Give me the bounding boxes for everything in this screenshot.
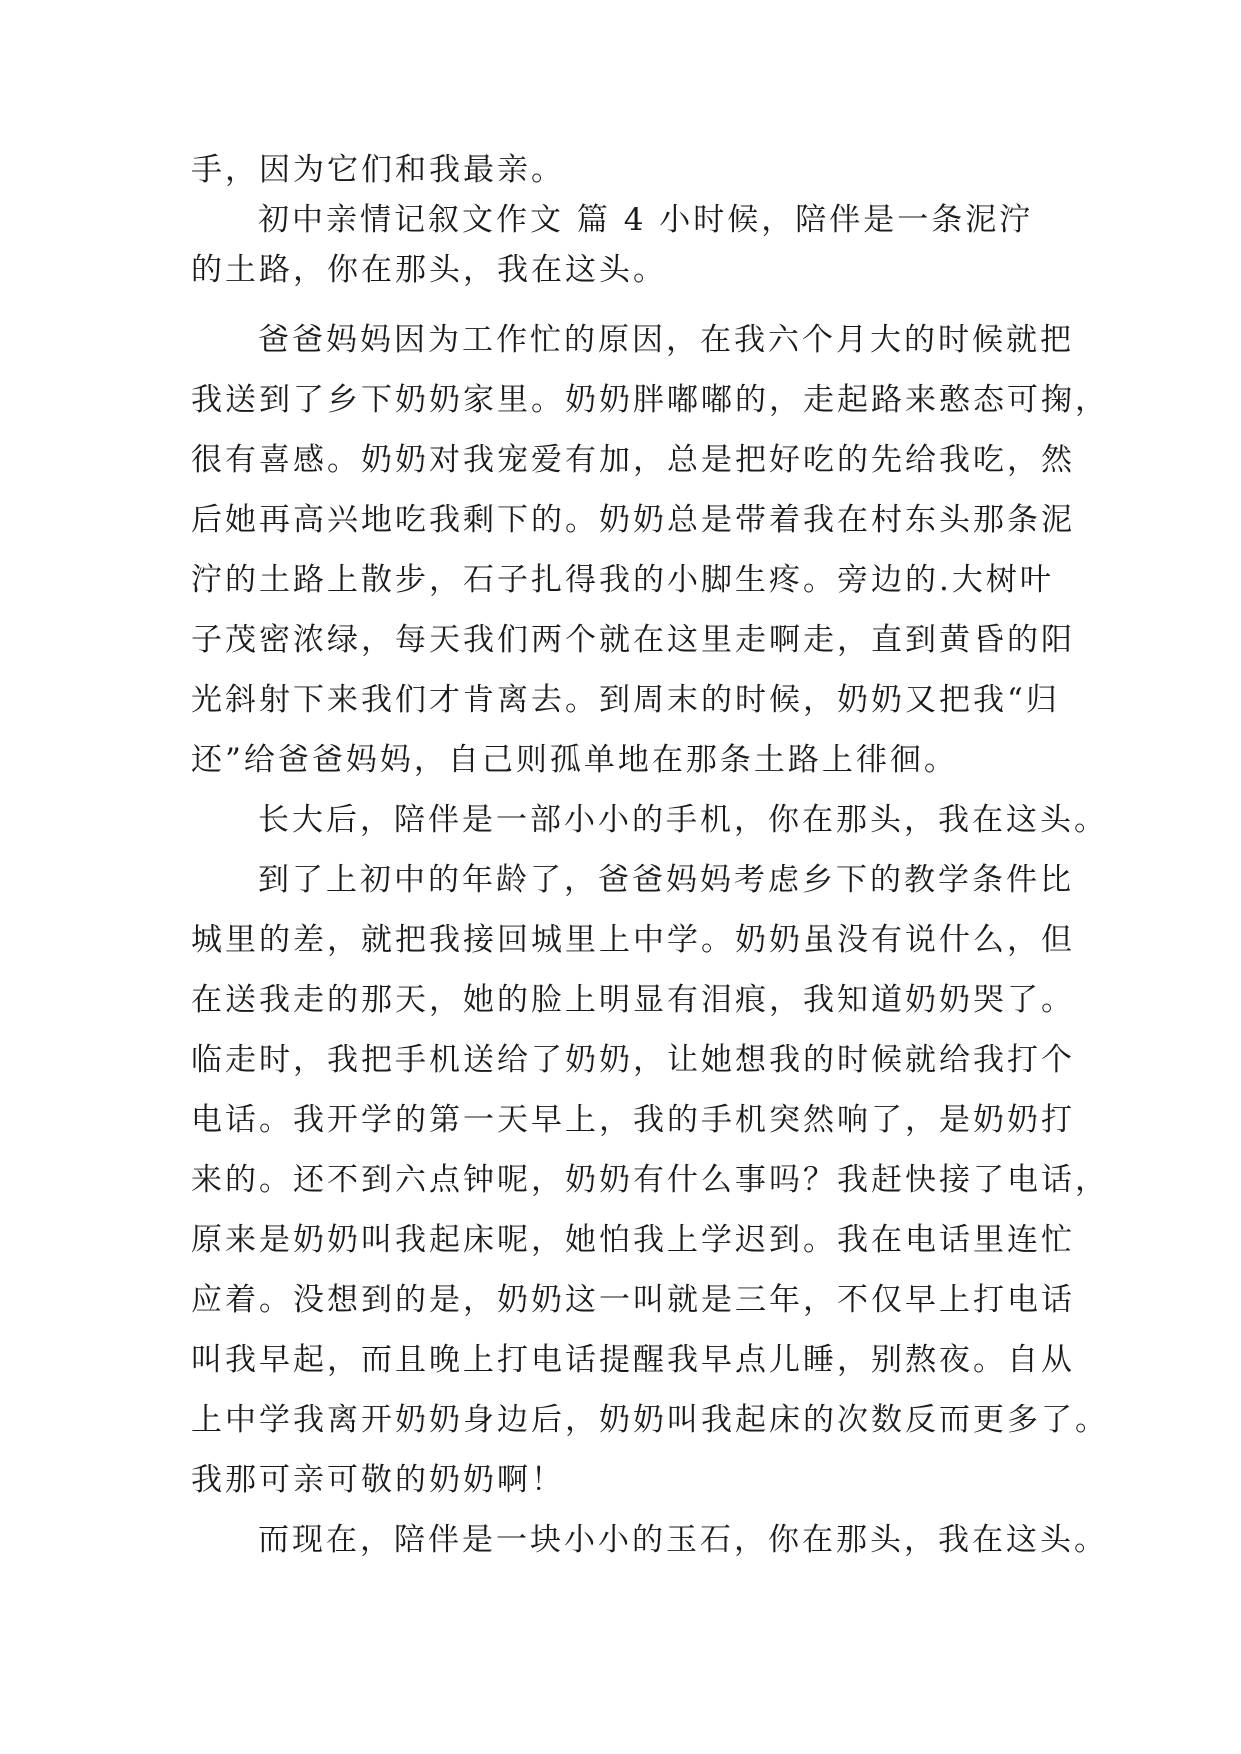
text-line: 光斜射下来我们才肯离去。到周末的时候，奶奶又把我“归 <box>191 682 1060 718</box>
text-line: 还”给爸爸妈妈，自己则孤单地在那条土路上徘徊。 <box>191 742 958 778</box>
text-line: 子茂密浓绿，每天我们两个就在这里走啊走，直到黄昏的阳 <box>191 622 1075 658</box>
text-line: 手，因为它们和我最亲。 <box>191 152 565 188</box>
text-line: 临走时，我把手机送给了奶奶，让她想我的时候就给我打个 <box>191 1042 1075 1078</box>
text-line: 长大后，陪伴是一部小小的手机，你在那头，我在这头。 <box>258 802 1108 838</box>
text-line: 而现在，陪伴是一块小小的玉石，你在那头，我在这头。 <box>258 1522 1108 1558</box>
text-line: 到了上初中的年龄了，爸爸妈妈考虑乡下的教学条件比 <box>258 862 1074 898</box>
text-line: 上中学我离开奶奶身边后，奶奶叫我起床的次数反而更多了。 <box>191 1402 1109 1438</box>
text-line: 爸爸妈妈因为工作忙的原因，在我六个月大的时候就把 <box>258 322 1074 358</box>
text-line: 后她再高兴地吃我剩下的。奶奶总是带着我在村东头那条泥 <box>191 502 1075 538</box>
text-line: 我送到了乡下奶奶家里。奶奶胖嘟嘟的，走起路来憨态可掬， <box>191 382 1109 418</box>
text-line: 初中亲情记叙文作文 篇 4 小时候，陪伴是一条泥泞 <box>258 202 1034 238</box>
text-line: 很有喜感。奶奶对我宠爱有加，总是把好吃的先给我吃，然 <box>191 442 1075 478</box>
text-line: 的土路，你在那头，我在这头。 <box>191 252 667 288</box>
text-line: 泞的土路上散步，石子扎得我的小脚生疼。旁边的.大树叶 <box>191 562 1054 598</box>
text-line: 应着。没想到的是，奶奶这一叫就是三年，不仅早上打电话 <box>191 1282 1075 1318</box>
text-line: 城里的差，就把我接回城里上中学。奶奶虽没有说什么，但 <box>191 922 1075 958</box>
text-line: 我那可亲可敬的奶奶啊！ <box>191 1462 565 1498</box>
text-line: 电话。我开学的第一天早上，我的手机突然响了，是奶奶打 <box>191 1102 1075 1138</box>
text-line: 原来是奶奶叫我起床呢，她怕我上学迟到。我在电话里连忙 <box>191 1222 1075 1258</box>
text-line: 来的。还不到六点钟呢，奶奶有什么事吗？我赶快接了电话， <box>191 1162 1109 1198</box>
text-line: 在送我走的那天，她的脸上明显有泪痕，我知道奶奶哭了。 <box>191 982 1075 1018</box>
text-line: 叫我早起，而且晚上打电话提醒我早点儿睡，别熬夜。自从 <box>191 1342 1075 1378</box>
